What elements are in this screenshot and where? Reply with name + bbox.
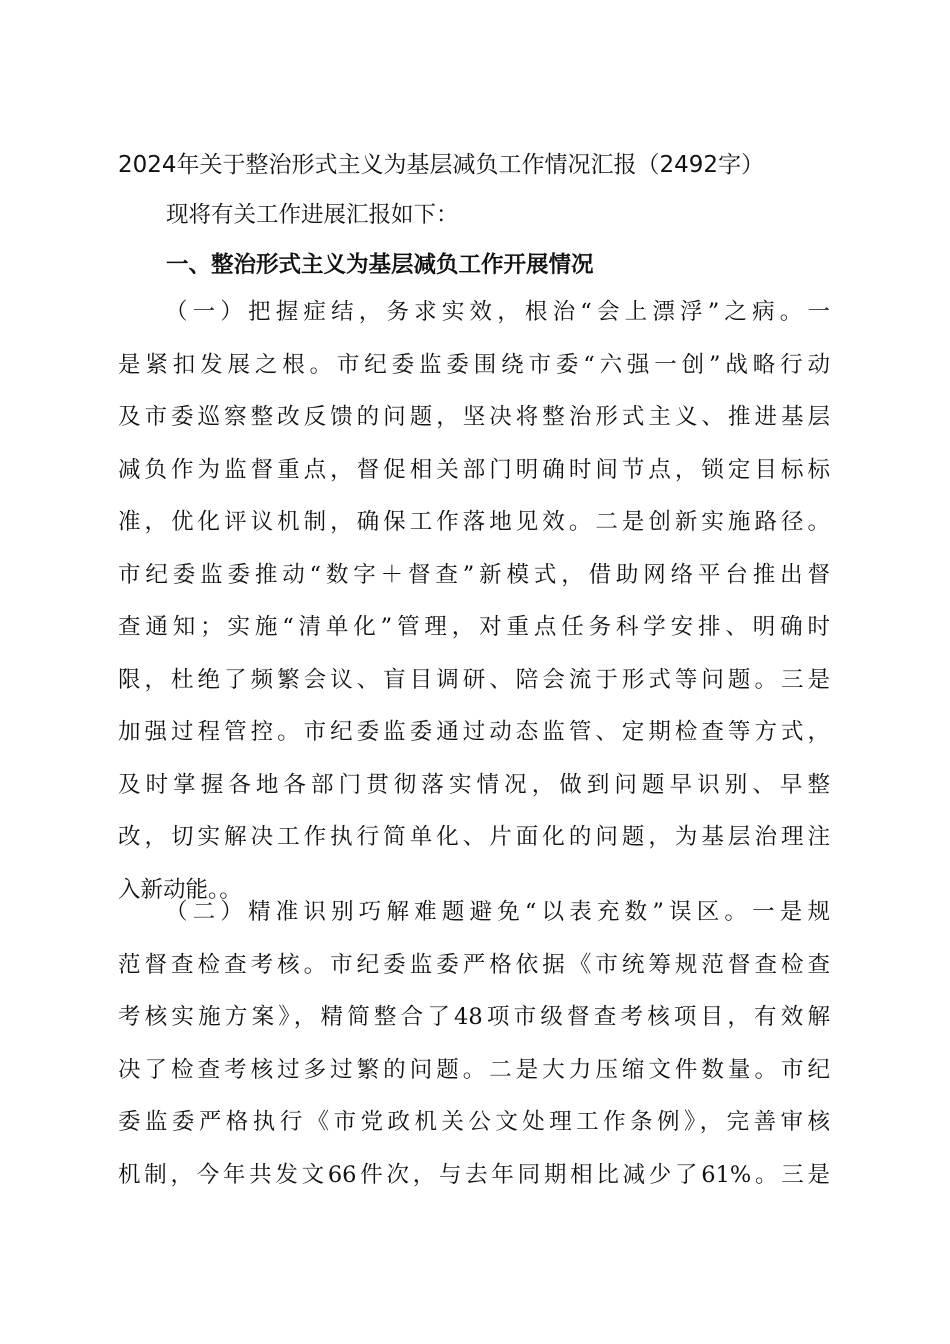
paragraph-line: 考核实施方案》，精简整合了48项市级督查考核项目，有效解 [118,1004,830,1030]
intro-text: 现将有关工作进展汇报如下： [166,202,459,228]
paragraph-line: 加强过程管控。市纪委监委通过动态监管、定期检查等方式， [118,719,830,745]
paragraph-line: 查通知；实施“清单化”管理，对重点任务科学安排、明确时 [118,614,830,640]
paragraph-line: 减负作为监督重点，督促相关部门明确时间节点，锁定目标标 [118,456,830,483]
paragraph-line: （一）把握症结，务求实效，根治“会上漂浮”之病。一 [165,299,830,325]
document-title: 2024年关于整治形式主义为基层减负工作情况汇报（2492字） [118,152,765,178]
paragraph-line: 范督查检查考核。市纪委监委严格依据《市统筹规范督查检查 [118,951,830,978]
paragraph-line: 是紧扣发展之根。市纪委监委围绕市委“六强一创”战略行动 [118,351,830,378]
paragraph-2 [118,886,830,1201]
paragraph-line: 市纪委监委推动“数字＋督查”新模式，借助网络平台推出督 [118,561,830,588]
paragraph-line: 及市委巡察整改反馈的问题，坚决将整治形式主义、推进基层 [118,404,830,430]
paragraph-line: 机制，今年共发文66件次，与去年同期相比减少了61%。三是 [118,1161,830,1188]
paragraph-line: 限，杜绝了频繁会议、盲目调研、陪会流于形式等问题。三是 [118,666,830,693]
section-heading-1: 一、整治形式主义为基层减负工作开展情况 [166,252,594,278]
paragraph-line: 及时掌握各地各部门贯彻落实情况，做到问题早识别、早整 [118,771,830,798]
paragraph-line: 委监委严格执行《市党政机关公文处理工作条例》，完善审核 [118,1109,830,1135]
paragraph-line: 决了检查考核过多过繁的问题。二是大力压缩文件数量。市纪 [118,1056,830,1083]
paragraph-line: 入新动能。。 [118,876,242,903]
paragraph-1 [118,286,830,916]
paragraph-line: 改，切实解决工作执行简单化、片面化的问题，为基层治理注 [118,824,830,850]
paragraph-line: 准，优化评议机制，确保工作落地见效。二是创新实施路径。 [118,509,830,535]
paragraph-line: （二）精准识别巧解难题避免“以表充数”误区。一是规 [165,899,830,925]
